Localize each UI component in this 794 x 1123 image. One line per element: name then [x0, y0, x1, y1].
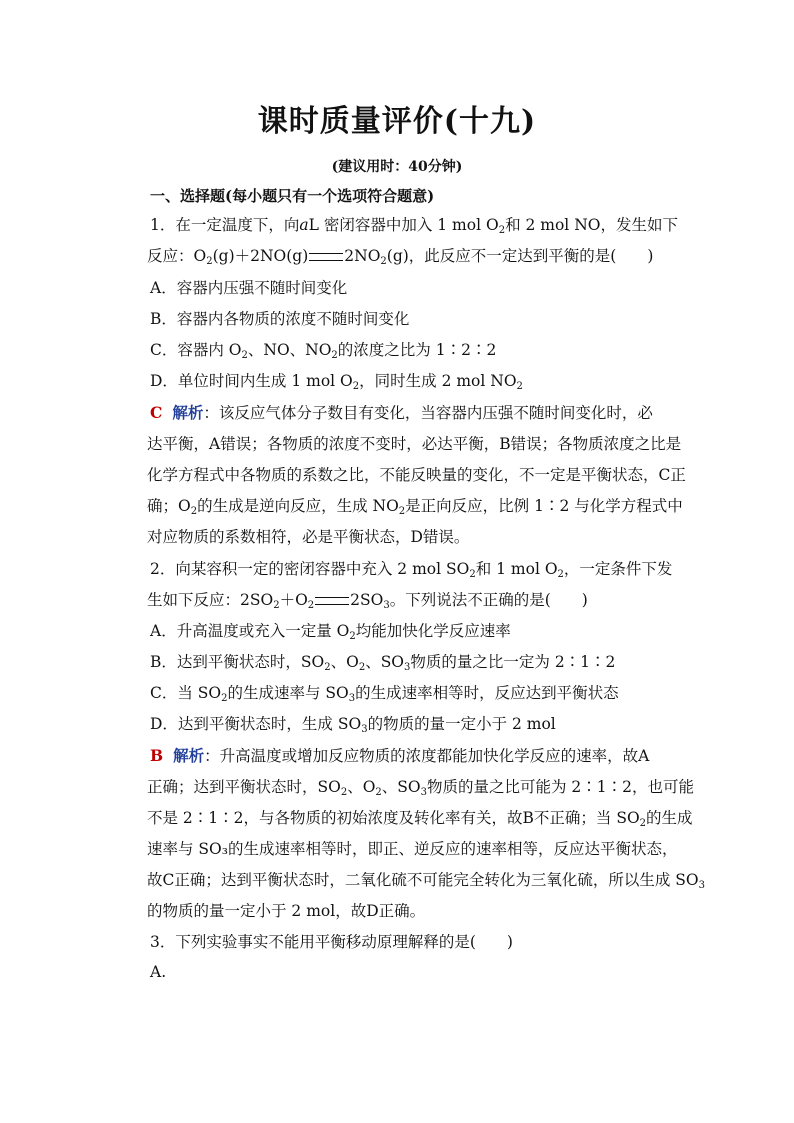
equilibrium-sign — [315, 597, 349, 605]
q2-explanation-line5: 故C正确；达到平衡状态时，二氧化硫不可能完全转化为三氧化硫，所以生成 $SO_3$ — [147, 871, 705, 891]
q1-explanation-line4: 确；$O_2$的生成是逆向反应，生成 $NO_2$是正向反应，比例 1∶2 与化学方程式中 — [147, 497, 683, 517]
q1-option-b: B．容器内各物质的浓度不随时间变化 — [150, 310, 410, 328]
q2-explanation-line2: 正确；达到平衡状态时，$SO_2$、$O_2$、$SO_3$物质的量之比可能为 2∶1∶2，也可能 — [147, 778, 695, 798]
q2-option-a: A．升高温度或充入一定量 $O_2$均能加快化学反应速率 — [150, 622, 511, 642]
q1-option-c: C．容器内 $O_2$、NO、$NO_2$的浓度之比为 1∶2∶2 — [150, 341, 497, 361]
q2-explanation-line4: 速率与 SO₃的生成速率相等时，即正、逆反应的速率相等，反应达平衡状态， — [147, 840, 678, 858]
q2-stem-line2: 生如下反应：$2SO_2+O_2$ $2SO_3$。下列说法不正确的是( ) — [147, 591, 588, 611]
q1-explanation-line3: 化学方程式中各物质的系数之比，不能反映量的变化，不一定是平衡状态，C正 — [147, 466, 686, 484]
q1-option-a: A．容器内压强不随时间变化 — [150, 279, 348, 297]
q2-explanation-line1: B 解析：升高温度或增加反应物质的浓度都能加快化学反应的速率，故A — [150, 746, 650, 765]
q2-explanation-label: 解析 — [173, 746, 205, 765]
q1-explanation-line1: C 解析：该反应气体分子数目有变化，当容器内压强不随时间变化时，必 — [150, 403, 653, 422]
q2-option-c: C．当 $SO_2$的生成速率与 $SO_3$的生成速率相等时，反应达到平衡状态 — [150, 684, 619, 704]
q1-answer: C — [150, 403, 163, 422]
suggested-time: (建议用时：40分钟) — [331, 159, 463, 175]
section-heading: 一、选择题(每小题只有一个选项符合题意) — [150, 187, 435, 205]
q2-answer: B — [150, 746, 164, 765]
q2-explanation-line3: 不是 2∶1∶2，与各物质的初始浓度及转化率有关，故B不正确；当 $SO_2$的生成 — [147, 809, 693, 829]
q1-explanation-line2: 达平衡，A错误；各物质的浓度不变时，必达平衡，B错误；各物质浓度之比是 — [147, 435, 682, 453]
q3-stem: 3．下列实验事实不能用平衡移动原理解释的是( ) — [150, 933, 513, 951]
q3-option-a: A. — [150, 963, 167, 981]
q1-stem-line2: 反应：$O_2(g)+2NO(g)$ $2NO_2(g)$，此反应不一定达到平衡的是( ) — [147, 247, 654, 267]
q1-explanation-line5: 对应物质的系数相符，必是平衡状态，D错误。 — [147, 528, 470, 546]
q2-option-d: D．达到平衡状态时，生成 $SO_3$的物质的量一定小于 2 mol — [150, 715, 556, 735]
q2-stem-line1: 2．向某容积一定的密闭容器中充入 2 mol $SO_2$和 1 mol $O_2$，一定条件下发 — [150, 560, 673, 580]
q1-explanation-label: 解析 — [172, 403, 204, 422]
page-title: 课时质量评价(十九) — [257, 104, 537, 139]
q2-option-b: B．达到平衡状态时，$SO_2$、$O_2$、$SO_3$物质的量之比一定为 2∶1∶2 — [150, 653, 616, 673]
q1-option-d: D．单位时间内生成 1 mol $O_2$，同时生成 2 mol $NO_2$ — [150, 372, 523, 392]
equilibrium-sign — [309, 253, 343, 261]
q2-explanation-line6: 的物质的量一定小于 2 mol，故D正确。 — [147, 902, 426, 920]
q1-stem-line1: 1．在一定温度下，向aL 密闭容器中加入 1 mol $O_2$和 2 mol NO，发生如下 — [150, 216, 678, 236]
